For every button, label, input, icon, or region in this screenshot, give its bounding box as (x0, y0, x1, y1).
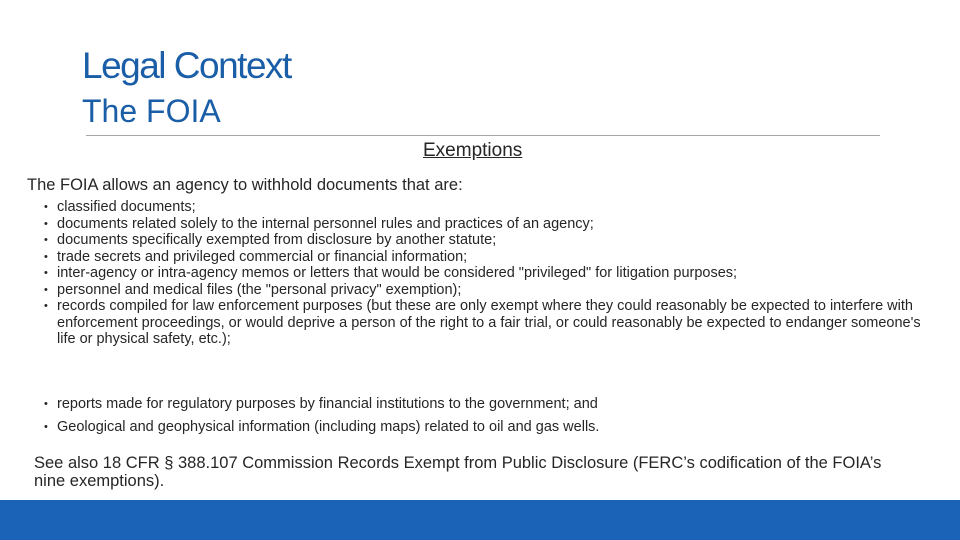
list-item-text: documents related solely to the internal personnel rules and practices of an agency; (57, 215, 594, 232)
bullet-icon: • (44, 267, 48, 279)
list-item (0, 282, 960, 299)
list-item (0, 249, 960, 266)
slide-title: Legal Context (82, 45, 291, 86)
list-item (0, 419, 960, 436)
list-item-text: personnel and medical files (the "personal privacy" exemption); (57, 281, 462, 298)
bullet-icon: • (44, 234, 48, 246)
list-item-text: records compiled for law enforcement purposes (but these are only exempt where they could reasonably be expected to interfere with enforcement proceedings, or would deprive a person of the right to a fair trial, or could reasonably be expected to endanger someone's life or physical safety, etc.); (57, 298, 921, 347)
exemption-list-continued (0, 396, 960, 442)
list-item (0, 199, 960, 216)
list-item (0, 232, 960, 249)
exemption-list (0, 199, 960, 348)
bullet-icon: • (44, 201, 48, 213)
list-item-text: reports made for regulatory purposes by financial institutions to the government; and (57, 396, 598, 412)
section-heading: Exemptions (423, 140, 523, 161)
intro-text: The FOIA allows an agency to withhold documents that are: (27, 176, 463, 194)
list-item (0, 265, 960, 282)
list-item (0, 298, 960, 348)
list-item-text: inter-agency or intra-agency memos or letters that would be considered "privileged" for litigation purposes; (57, 265, 738, 281)
list-item-text: classified documents; (57, 199, 196, 215)
bullet-icon: • (44, 398, 48, 410)
footer-bar (0, 500, 960, 540)
title-divider (86, 135, 880, 136)
bullet-icon: • (44, 300, 48, 312)
bullet-icon: • (44, 250, 48, 263)
slide-subtitle: The FOIA (82, 93, 221, 129)
list-item-text: trade secrets and privileged commercial or financial information; (57, 248, 468, 265)
list-item (0, 216, 960, 233)
bullet-icon: • (44, 283, 48, 296)
bullet-icon: • (44, 421, 48, 433)
list-item-text: documents specifically exempted from disclosure by another statute; (57, 232, 497, 248)
see-also-note: See also 18 CFR § 388.107 Commission Records Exempt from Public Disclosure (FERC’s codification of the FOIA’s nine exemptions). (34, 454, 882, 490)
list-item-text: Geological and geophysical information (including maps) related to oil and gas wells. (57, 419, 600, 435)
list-item (0, 396, 960, 413)
bullet-icon: • (44, 217, 48, 230)
